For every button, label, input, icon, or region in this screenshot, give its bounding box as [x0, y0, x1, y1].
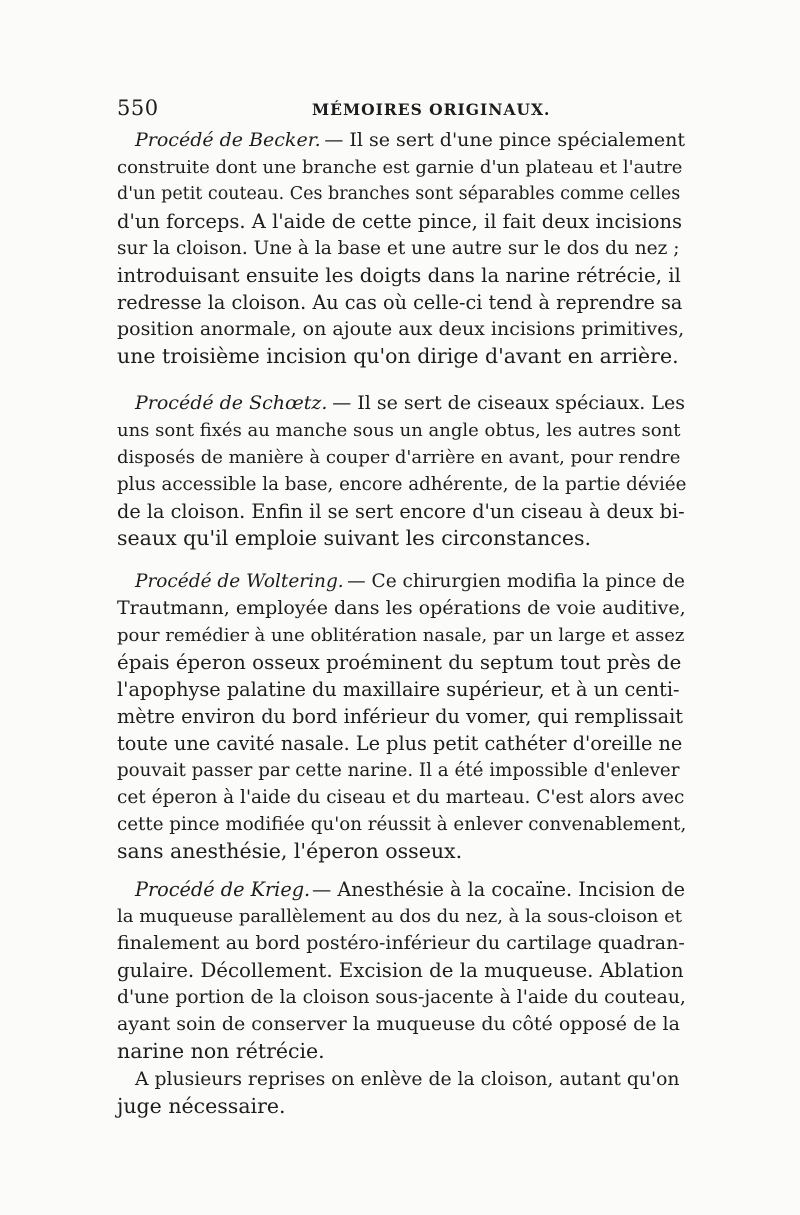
paragraph-line: toute une cavité nasale. Le plus petit cathéter d'oreille ne: [117, 732, 683, 755]
running-head: [117, 96, 682, 126]
paragraph-line: [117, 568, 685, 595]
line-text: — Anesthésie à la cocaïne. Incision de: [312, 878, 685, 901]
paragraph-line: sur la cloison. Une à la base et une autre sur le dos du nez ;: [117, 238, 680, 259]
procedure-heading: Procédé de Schœtz.: [135, 392, 328, 414]
paragraph-line: cet éperon à l'aide du ciseau et du marteau. C'est alors avec: [117, 787, 685, 808]
paragraph-line: Trautmann, employée dans les opérations de voie auditive,: [117, 597, 686, 619]
procedure-heading: Procédé de Woltering.: [135, 571, 344, 592]
line-text: — Il se sert d'une pince spécialement: [324, 129, 685, 151]
paragraph-line: épais éperon osseux proéminent du septum tout près de: [117, 651, 682, 674]
paragraph-line: finalement au bord postéro-inférieur du cartilage quadran-: [117, 932, 685, 954]
paragraph-line: narine non rétrécie.: [117, 1039, 325, 1063]
paragraph-woltering: [117, 568, 685, 865]
paragraph-line: la muqueuse parallèlement au dos du nez, à la sous-cloison et: [117, 906, 683, 927]
procedure-heading: Procédé de Becker.: [135, 129, 321, 151]
paragraph-line: sans anesthésie, l'éperon osseux.: [117, 839, 463, 863]
paragraph-line: mètre environ du bord inférieur du vomer, qui remplissait: [117, 705, 684, 728]
procedure-heading: Procédé de Krieg.: [135, 878, 311, 901]
paragraph-line: pour remédier à une oblitération nasale, par un large et assez: [117, 625, 685, 646]
paragraph-line: introduisant ensuite les doigts dans la narine rétrécie, il: [117, 264, 681, 287]
paragraph-line: d'un petit couteau. Ces branches sont séparables comme celles: [117, 184, 681, 204]
paragraph-line: [117, 390, 685, 417]
paragraph-line: pouvait passer par cette narine. Il a été impossible d'enlever: [117, 760, 680, 781]
paragraph-line: uns sont fixés au manche sous un angle obtus, les autres sont: [117, 420, 681, 441]
paragraph-krieg: [117, 876, 685, 1065]
paragraph-line: position anormale, on ajoute aux deux incisions primitives,: [117, 318, 685, 340]
paragraph-line: gulaire. Décollement. Excision de la muqueuse. Ablation: [117, 959, 684, 982]
paragraph-line: de la cloison. Enfin il se sert encore d'un ciseau à deux bi-: [117, 500, 685, 523]
paragraph-line: redresse la cloison. Au cas où celle-ci tend à reprendre sa: [117, 291, 683, 314]
paragraph-line: l'apophyse palatine du maxillaire supérieur, et à un centi-: [117, 678, 680, 701]
paragraph-line: seaux qu'il emploie suivant les circonstances.: [117, 526, 592, 550]
paragraph-line: d'une portion de la cloison sous-jacente à l'aide du couteau,: [117, 987, 686, 1008]
line-text: — Ce chirurgien modifia la pince de: [347, 571, 685, 592]
line-text: — Il se sert de ciseaux spéciaux. Les: [332, 392, 685, 414]
page-number: 550: [117, 96, 159, 120]
paragraph-closing: [117, 1066, 685, 1120]
paragraph-schoetz: [117, 390, 685, 552]
paragraph-line: juge nécessaire.: [117, 1094, 286, 1118]
paragraph-line: [117, 876, 685, 903]
paragraph-line: construite dont une branche est garnie d'un plateau et l'autre: [117, 157, 683, 178]
paragraph-line: [117, 127, 685, 154]
paragraph-line: une troisième incision qu'on dirige d'avant en arrière.: [117, 344, 679, 368]
paragraph-line: ayant soin de conserver la muqueuse du côté opposé de la: [117, 1013, 680, 1035]
paragraph-line: cette pince modifiée qu'on réussit à enlever convenablement,: [117, 814, 687, 835]
paragraph-line: disposés de manière à couper d'arrière en avant, pour rendre: [117, 447, 681, 468]
paragraph-line: A plusieurs reprises on enlève de la cloison, autant qu'on: [135, 1069, 680, 1090]
paragraph-becker: [117, 127, 685, 370]
running-title: MÉMOIRES ORIGINAUX.: [312, 100, 551, 119]
paragraph-line: plus accessible la base, encore adhérente, de la partie déviée: [117, 474, 687, 495]
paragraph-line: d'un forceps. A l'aide de cette pince, il fait deux incisions: [117, 210, 683, 233]
